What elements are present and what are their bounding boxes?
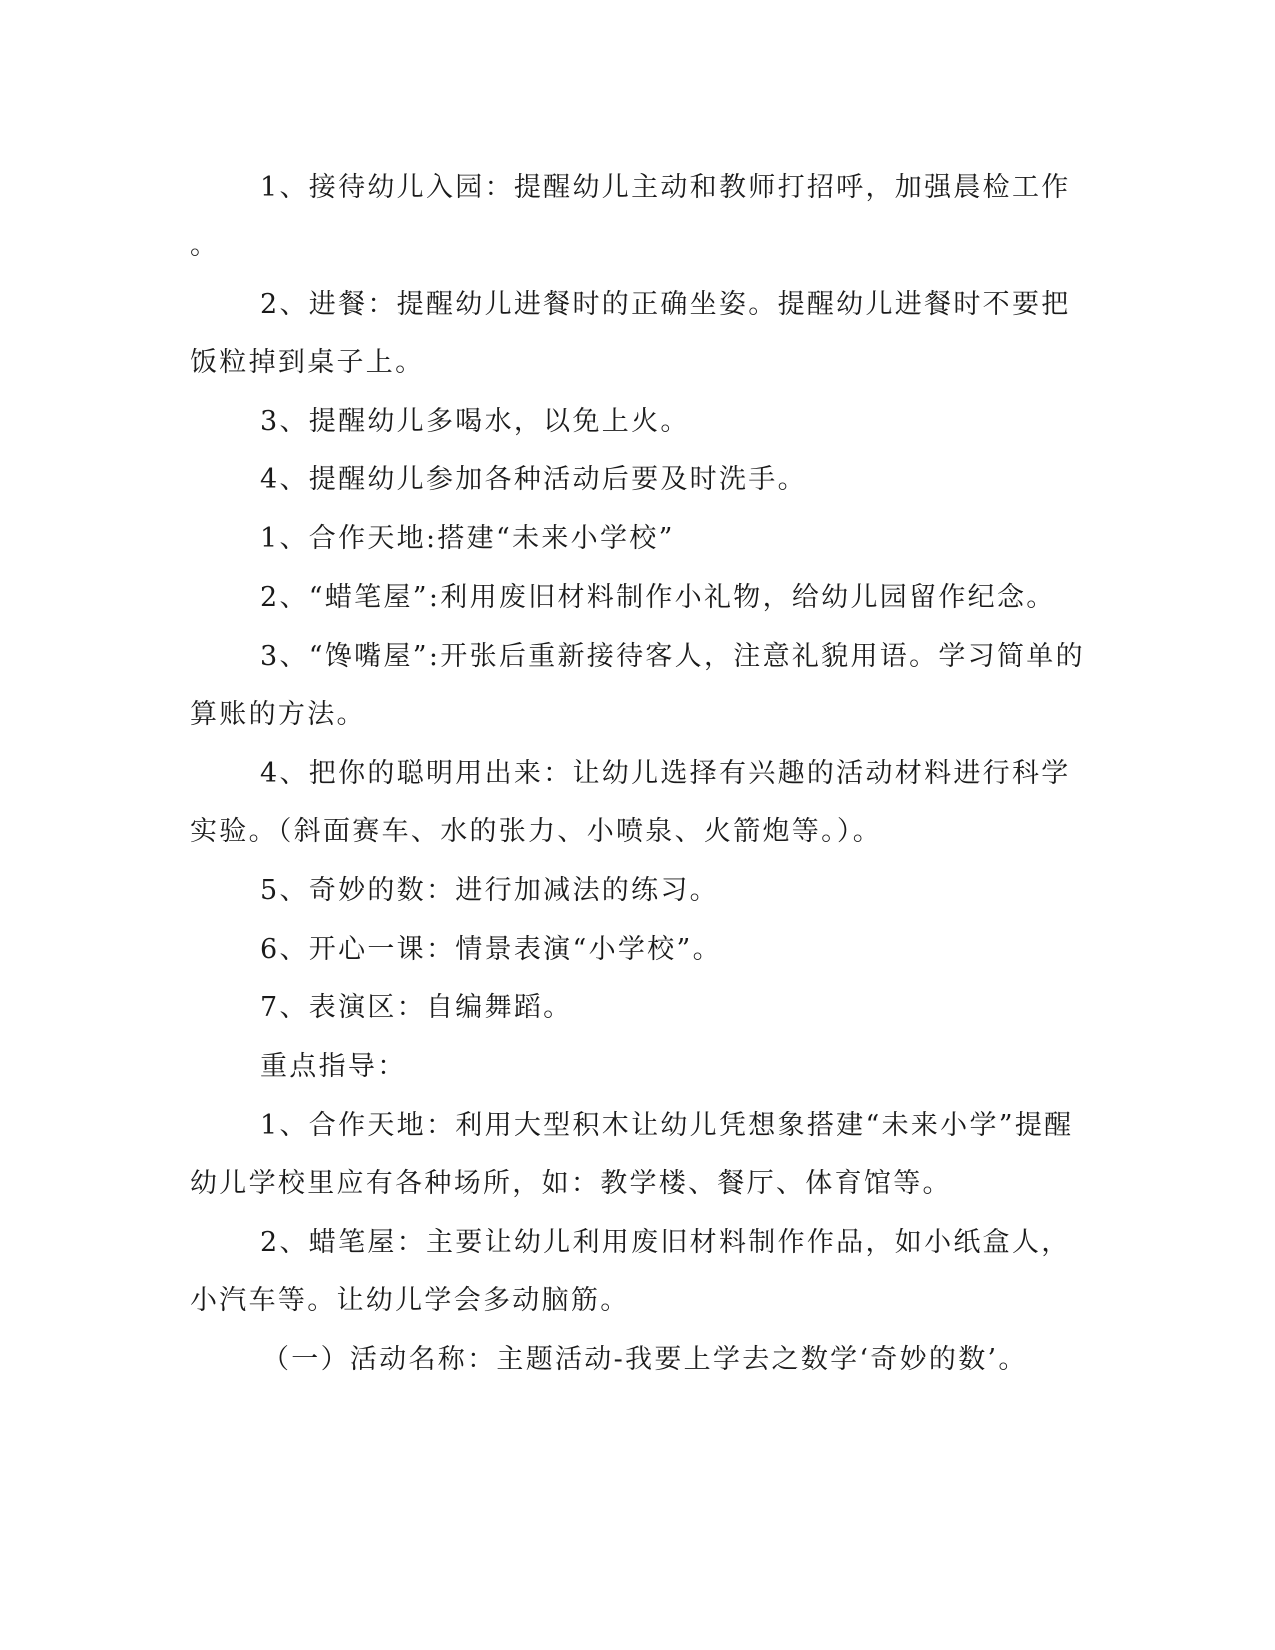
activity-title: （一）活动名称：主题活动-我要上学去之数学‘奇妙的数’。 xyxy=(262,1344,1028,1375)
paragraph-line: 3、提醒幼儿多喝水，以免上火。 xyxy=(260,406,690,437)
paragraph-line: 5、奇妙的数：进行加减法的练习。 xyxy=(260,875,719,906)
paragraph-line: 4、把你的聪明用出来：让幼儿选择有兴趣的活动材料进行科学 xyxy=(260,758,1071,789)
section-heading: 重点指导： xyxy=(260,1051,407,1082)
paragraph-line: 2、进餐：提醒幼儿进餐时的正确坐姿。提醒幼儿进餐时不要把 xyxy=(260,289,1071,320)
paragraph-line: 1、合作天地：利用大型积木让幼儿凭想象搭建“未来小学”提醒 xyxy=(260,1110,1074,1141)
paragraph-line: 4、提醒幼儿参加各种活动后要及时洗手。 xyxy=(260,464,807,495)
paragraph-line: 幼儿学校里应有各种场所，如：教学楼、餐厅、体育馆等。 xyxy=(190,1168,952,1199)
paragraph-line: 2、蜡笔屋：主要让幼儿利用废旧材料制作作品，如小纸盒人， xyxy=(260,1227,1071,1258)
paragraph-line: 7、表演区：自编舞蹈。 xyxy=(260,992,573,1023)
paragraph-line: 2、“蜡笔屋”:利用废旧材料制作小礼物，给幼儿园留作纪念。 xyxy=(260,582,1056,613)
paragraph-line: 1、合作天地:搭建“未来小学校” xyxy=(260,523,675,554)
paragraph-line: 小汽车等。让幼儿学会多动脑筋。 xyxy=(190,1285,630,1316)
paragraph-line: 1、接待幼儿入园：提醒幼儿主动和教师打招呼，加强晨检工作 xyxy=(260,172,1071,203)
paragraph-line: 算账的方法。 xyxy=(190,699,366,730)
paragraph-line: 6、开心一课：情景表演“小学校”。 xyxy=(260,934,722,965)
paragraph-line: 实验。（斜面赛车、水的张力、小喷泉、火箭炮等。）。 xyxy=(190,816,882,847)
paragraph-line: 。 xyxy=(190,230,220,261)
paragraph-line: 饭粒掉到桌子上。 xyxy=(190,347,425,378)
paragraph-line: 3、“馋嘴屋”:开张后重新接待客人，注意礼貌用语。学习简单的 xyxy=(260,641,1085,672)
